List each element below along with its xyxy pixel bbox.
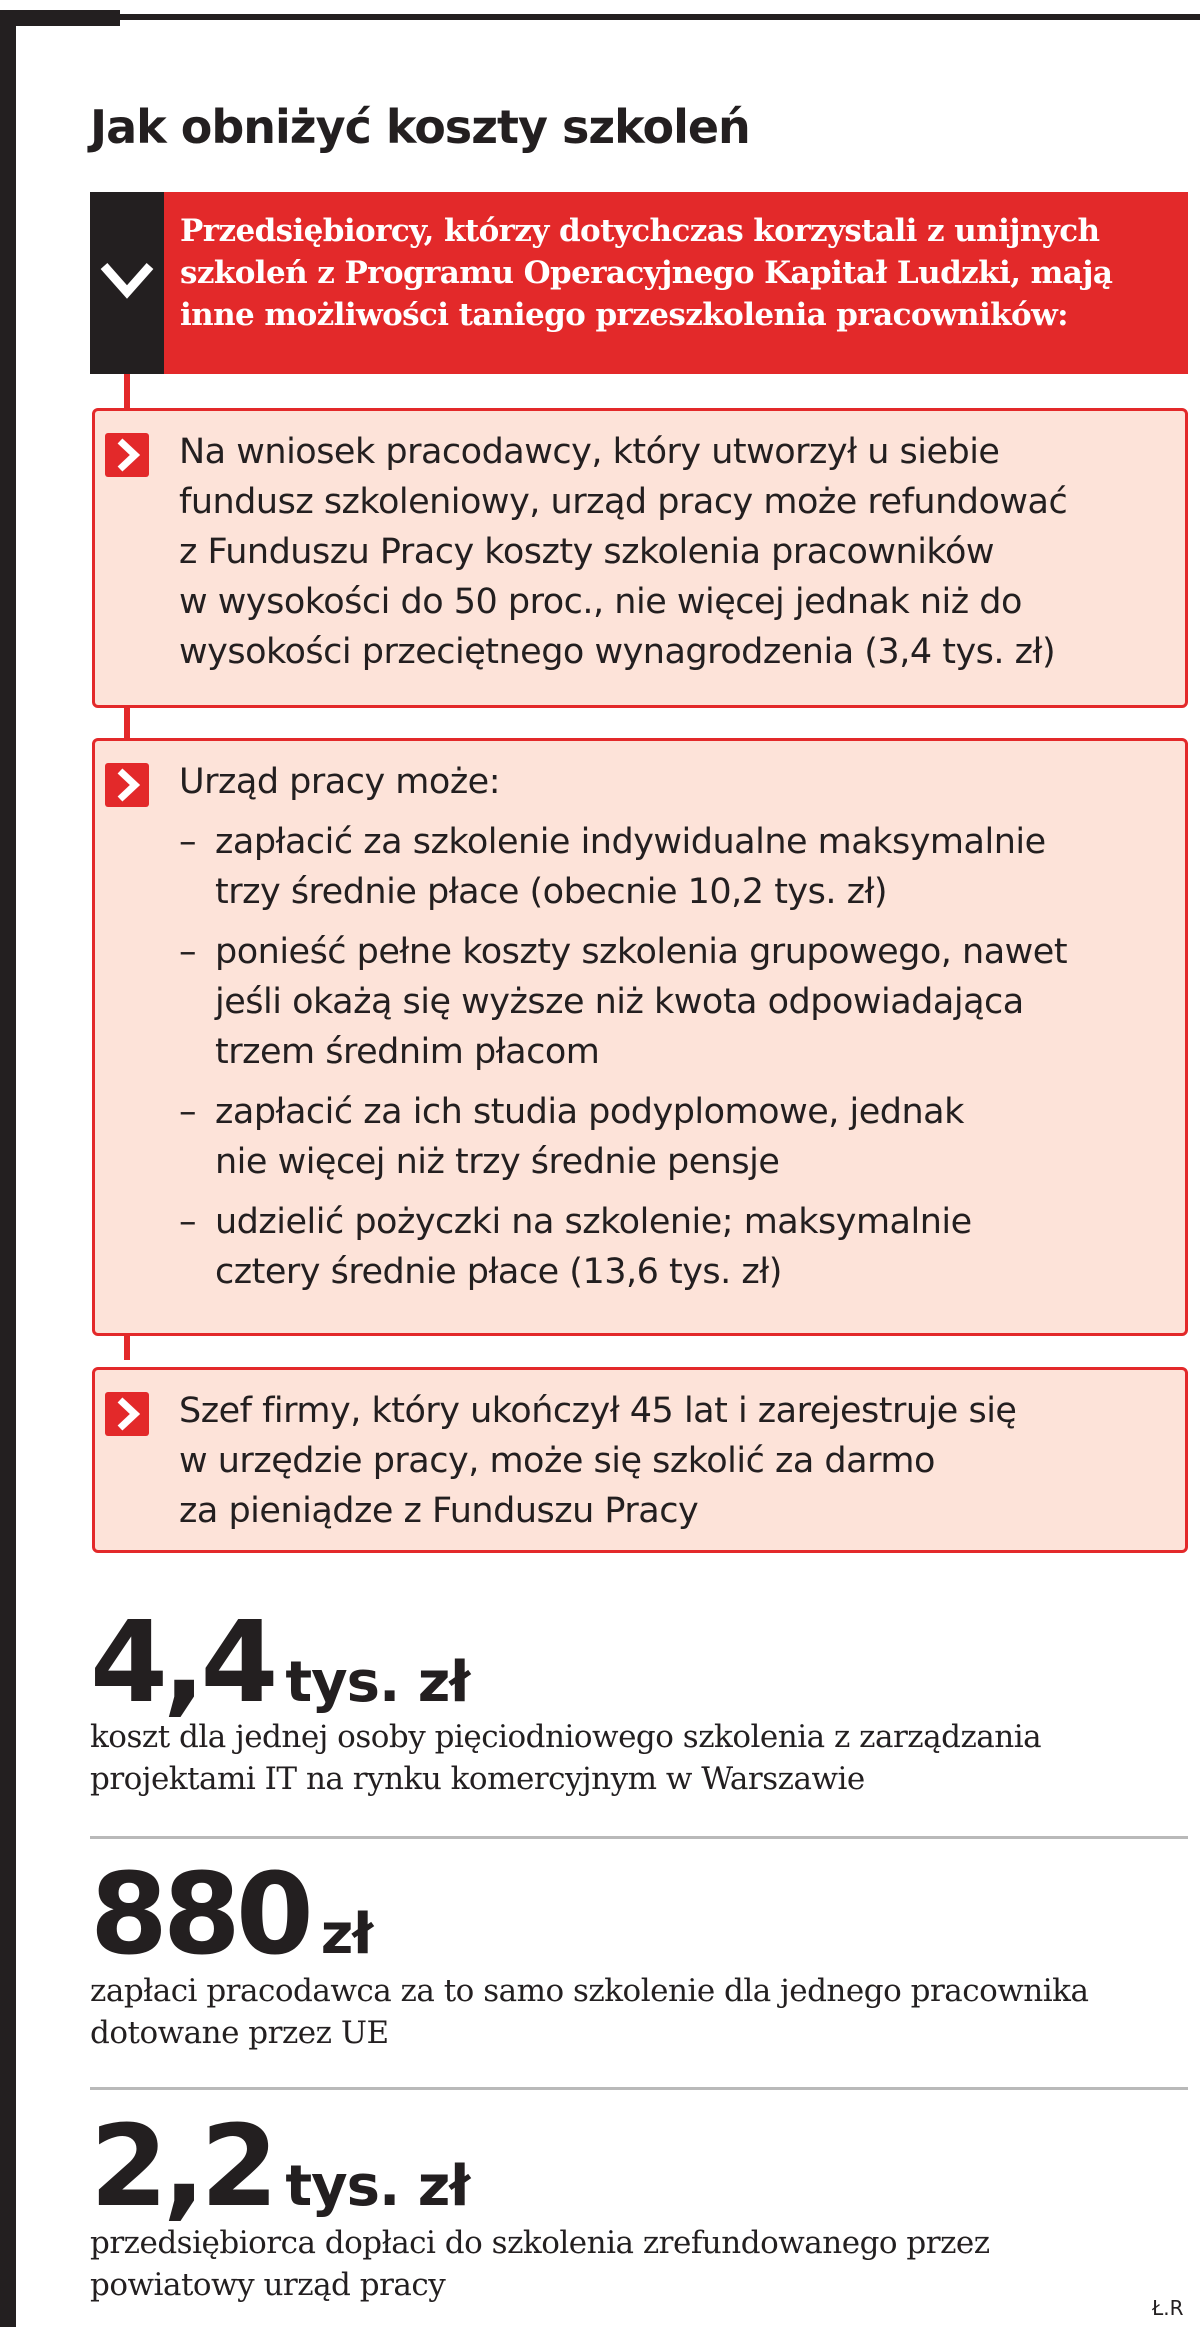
card-line: w urzędzie pracy, może się szkolić za darmo (179, 1441, 935, 1481)
chevron-right-icon (105, 433, 149, 477)
card-text (179, 757, 1169, 1297)
list-dash: – (179, 822, 196, 862)
divider (90, 2087, 1188, 2090)
list-item-line: cztery średnie płace (13,6 tys. zł) (215, 1252, 782, 1292)
stat-unit: tys. zł (285, 2154, 470, 2219)
stat-description (90, 1970, 1088, 2054)
list-item-line: zapłacić za ich studia podyplomowe, jednak (215, 1092, 964, 1132)
divider (90, 1836, 1188, 1839)
chevron-right-icon (105, 763, 149, 807)
list-dash: – (179, 932, 196, 972)
card-line: w wysokości do 50 proc., nie więcej jednak niż do (179, 582, 1022, 622)
list-item-line: jeśli okażą się wyższe niż kwota odpowiadająca (215, 982, 1024, 1022)
card-text (179, 1386, 1169, 1536)
lead-line: szkoleń z Programu Operacyjnego Kapitał Ludzki, mają (180, 255, 1113, 291)
stat-line: projektami IT na rynku komercyjnym w Warszawie (90, 1761, 865, 1797)
frame-top-corner (0, 10, 120, 26)
stat-line: dotowane przez UE (90, 2015, 389, 2051)
card-line: Szef firmy, który ukończył 45 lat i zarejestruje się (179, 1391, 1017, 1431)
stat-line: przedsiębiorca dopłaci do szkolenia zrefundowanego przez (90, 2225, 990, 2261)
stat-unit: zł (320, 1902, 373, 1967)
chevron-right-icon (105, 1392, 149, 1436)
card-text (179, 427, 1169, 677)
lead-line: inne możliwości taniego przeszkolenia pracowników: (180, 297, 1069, 333)
stat-value: 880 (90, 1850, 309, 1980)
list-dash: – (179, 1092, 196, 1132)
info-card-labour-office (92, 738, 1188, 1336)
stat-line: koszt dla jednej osoby pięciodniowego szkolenia z zarządzania (90, 1719, 1042, 1755)
info-card-company-head (92, 1367, 1188, 1553)
stat-description (90, 1716, 1041, 1800)
stat-line: zapłaci pracodawca za to samo szkolenie dla jednego pracownika (90, 1973, 1089, 2009)
card-line: za pieniądze z Funduszu Pracy (179, 1491, 699, 1531)
list-item-line: nie więcej niż trzy średnie pensje (215, 1142, 780, 1182)
list-item (179, 817, 1169, 917)
list-item (179, 1197, 1169, 1297)
stat-value: 2,2 (90, 2102, 274, 2232)
stat-description (90, 2222, 990, 2306)
stat-line: powiatowy urząd pracy (90, 2267, 446, 2303)
list-dash: – (179, 1202, 196, 1242)
card-line: wysokości przeciętnego wynagrodzenia (3,4 tys. zł) (179, 632, 1056, 672)
frame-top-rule (116, 14, 1200, 20)
frame-left-bar (0, 10, 16, 2327)
list-item (179, 927, 1169, 1077)
list-item (179, 1087, 1169, 1187)
chevron-down-icon (100, 258, 154, 302)
author-credit: Ł.R (1152, 2296, 1184, 2320)
card-line: Na wniosek pracodawcy, który utworzył u siebie (179, 432, 1000, 472)
info-card-fund-refund (92, 408, 1188, 708)
card-intro: Urząd pracy może: (179, 762, 501, 802)
page-title: Jak obniżyć koszty szkoleń (90, 100, 750, 154)
card-line: z Funduszu Pracy koszty szkolenia pracowników (179, 532, 994, 572)
list-item-line: trzem średnim płacom (215, 1032, 600, 1072)
lead-line: Przedsiębiorcy, którzy dotychczas korzystali z unijnych (180, 213, 1100, 249)
list-item-line: zapłacić za szkolenie indywidualne maksymalnie (215, 822, 1046, 862)
list-item-line: trzy średnie płace (obecnie 10,2 tys. zł) (215, 872, 888, 912)
card-line: fundusz szkoleniowy, urząd pracy może refundować (179, 482, 1068, 522)
list-item-line: udzielić pożyczki na szkolenie; maksymalnie (215, 1202, 972, 1242)
lead-box (164, 192, 1188, 374)
stat-value: 4,4 (90, 1598, 274, 1728)
list-item-line: ponieść pełne koszty szkolenia grupowego, nawet (215, 932, 1068, 972)
stat-unit: tys. zł (285, 1650, 470, 1715)
